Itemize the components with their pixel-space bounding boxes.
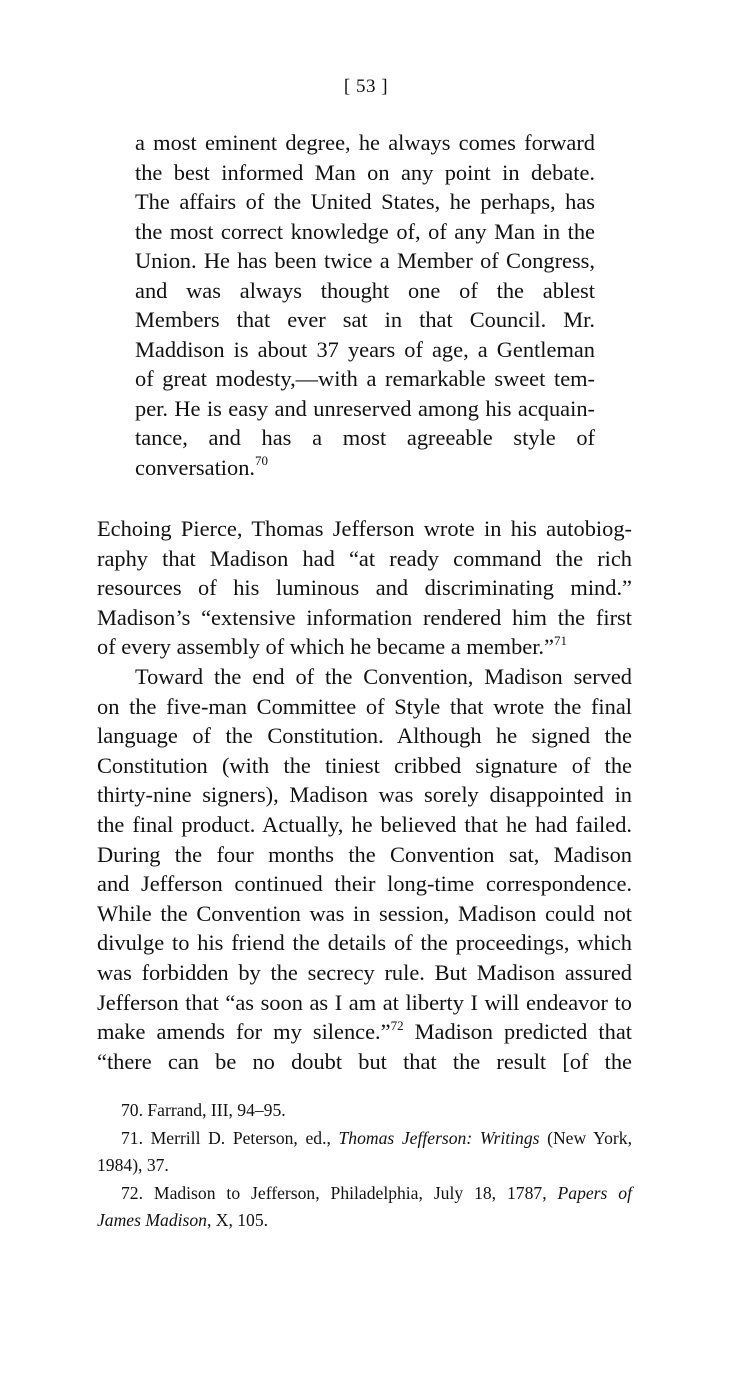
quote-line: Union. He has been twice a Member of Congress,: [135, 248, 595, 273]
footnote-text: , X, 105.: [206, 1210, 269, 1230]
quote-line: the most correct knowledge of, of any Man in the: [135, 218, 595, 244]
body-line: Jefferson that “as soon as I am at liberty I will endeavor to: [97, 989, 632, 1015]
footnote-title: Papers of: [557, 1182, 632, 1203]
footnote-text: (New York,: [539, 1127, 632, 1148]
footnote-title: James Madison: [97, 1210, 207, 1230]
quote-line: a most eminent degree, he always comes forward: [135, 130, 595, 155]
body-line: resources of his luminous and discriminating mind.”: [97, 575, 632, 601]
block-quote: [135, 128, 595, 482]
body-line: While the Convention was in session, Madison could not: [97, 900, 632, 926]
footnote-72: [97, 1180, 632, 1208]
body-text-span: make amends for my silence.”: [97, 1019, 391, 1045]
body-line: Constitution (with the tiniest cribbed signature of the: [97, 752, 632, 778]
body-line: language of the Constitution. Although he signed the: [97, 723, 632, 749]
body-line: the final product. Actually, he believed that he had failed.: [97, 811, 632, 837]
body-line: thirty-nine signers), Madison was sorely disappointed in: [97, 782, 632, 808]
quote-line: the best informed Man on any point in debate.: [135, 159, 595, 185]
footnote-71: [97, 1125, 632, 1153]
body-line: “there can be no doubt but that the result [of the: [97, 1048, 632, 1074]
footnotes: [97, 1097, 632, 1235]
quote-line: and was always thought one of the ablest: [135, 277, 595, 303]
quote-line: The affairs of the United States, he perhaps, has: [135, 189, 595, 214]
footnote-70: 70. Farrand, III, 94–95.: [121, 1100, 286, 1120]
quote-line: per. He is easy and unreserved among his acquain-: [135, 395, 595, 421]
body-text: [97, 514, 632, 1076]
quote-line: of great modesty,—with a remarkable sweet tem-: [135, 366, 595, 391]
body-line-with-ref: [97, 1017, 632, 1047]
body-line-paragraph-start: Toward the end of the Convention, Madison served: [135, 663, 632, 689]
page-number: [ 53 ]: [343, 76, 389, 97]
body-line: Echoing Pierce, Thomas Jefferson wrote in his autobiog-: [97, 516, 632, 541]
quote-line: tance, and has a most agreeable style of: [135, 425, 595, 450]
body-line: divulge to his friend the details of the proceedings, which: [97, 930, 632, 956]
footnote-title: Thomas Jefferson: Writings: [338, 1127, 540, 1148]
quote-text: conversation.: [135, 454, 255, 480]
body-line: Madison’s “extensive information rendered him the first: [97, 604, 632, 630]
body-line: raphy that Madison had “at ready command the rich: [97, 545, 632, 571]
body-line: was forbidden by the secrecy rule. But Madison assured: [97, 959, 632, 985]
footnote-71-continued: 1984), 37.: [97, 1155, 169, 1175]
body-line-paragraph-end: [97, 632, 632, 662]
quote-line: Maddison is about 37 years of age, a Gentleman: [135, 336, 595, 362]
body-text-span: Madison predicted that: [403, 1019, 632, 1045]
body-line: and Jefferson continued their long-time correspondence.: [97, 871, 632, 897]
footnote-text: 71. Merrill D. Peterson, ed.,: [121, 1127, 339, 1148]
body-line: on the five-man Committee of Style that wrote the final: [97, 693, 632, 719]
footnote-ref-71[interactable]: 71: [553, 632, 567, 648]
footnote-72-continued: [97, 1207, 632, 1235]
footnote-ref-72[interactable]: 72: [390, 1017, 404, 1033]
quote-line: Members that ever sat in that Council. Mr.: [135, 307, 595, 332]
body-line: During the four months the Convention sat, Madison: [97, 841, 632, 867]
footnote-ref-70[interactable]: 70: [255, 453, 268, 469]
footnote-text: 72. Madison to Jefferson, Philadelphia, July 18, 1787,: [121, 1182, 558, 1203]
body-text-span: of every assembly of which he became a member.”: [97, 634, 554, 660]
quote-line-last: [135, 453, 595, 483]
